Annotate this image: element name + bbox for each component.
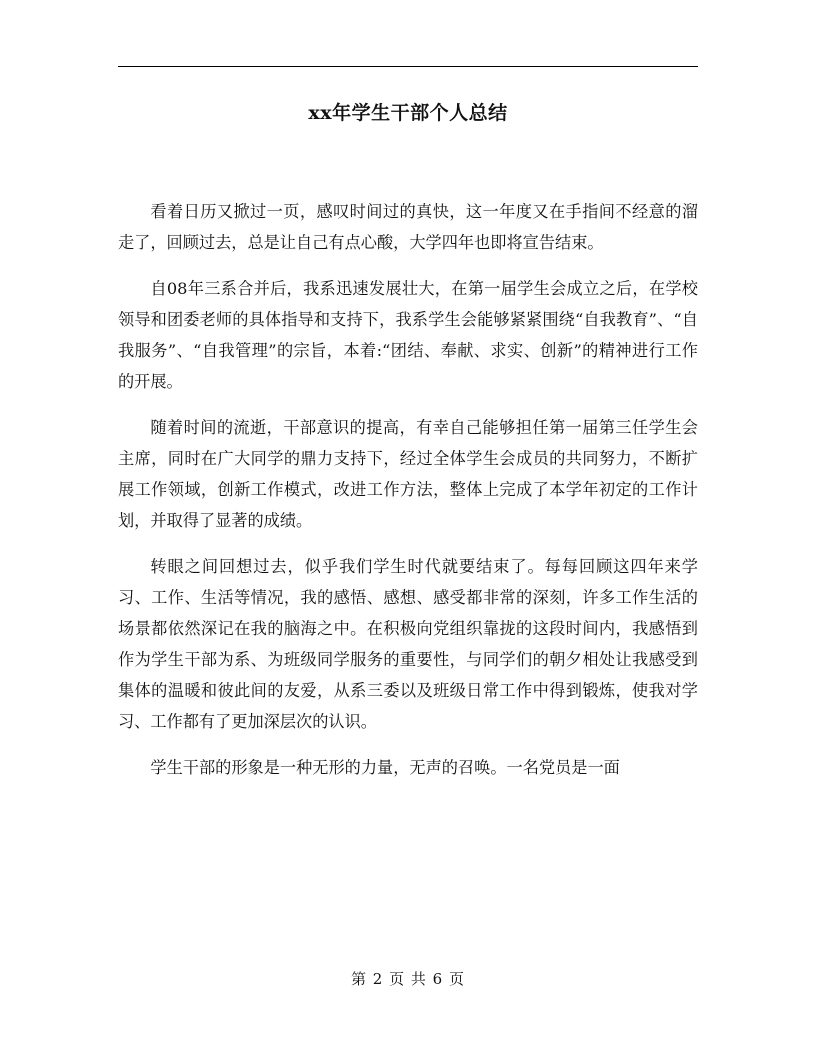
paragraph-5: 学生干部的形象是一种无形的力量，无声的召唤。一名党员是一面 xyxy=(150,758,620,777)
document-title: xx年学生干部个人总结 xyxy=(308,102,508,124)
header-rule xyxy=(118,66,698,67)
paragraph-2: 自08年三系合并后，我系迅速发展壮大，在第一届学生会成立之后，在学校领导和团委老师的具体指导和支持下，我系学生会能够紧紧围绕“自我教育”、“自我服务”、“自我管理”的宗旨，本着:“团结、奉献、求实、创新”的精神进行工作的开展。 xyxy=(118,279,698,391)
page-footer: 第 2 页 共 6 页 xyxy=(351,970,465,988)
paragraph-1: 看着日历又掀过一页，感叹时间过的真快，这一年度又在手指间不经意的溜走了，回顾过去，总是让自己有点心酸，大学四年也即将宣告结束。 xyxy=(118,202,698,252)
paragraph-4: 转眼之间回想过去，似乎我们学生时代就要结束了。每每回顾这四年来学习、工作、生活等情况，我的感悟、感想、感受都非常的深刻，许多工作生活的场景都依然深记在我的脑海之中。在积极向党组织靠拢的这段时间内，我感悟到作为学生干部为系、为班级同学服务的重要性，与同学们的朝夕相处让我感受到集体的温暖和彼此间的友爱，从系三委以及班级日常工作中得到锻炼，使我对学习、工作都有了更加深层次的认识。 xyxy=(118,557,698,731)
paragraph-3: 随着时间的流逝，干部意识的提高，有幸自己能够担任第一届第三任学生会主席，同时在广大同学的鼎力支持下，经过全体学生会成员的共同努力，不断扩展工作领域，创新工作模式，改进工作方法，整体上完成了本学年初定的工作计划，并取得了显著的成绩。 xyxy=(118,418,698,530)
document-body xyxy=(118,196,698,798)
